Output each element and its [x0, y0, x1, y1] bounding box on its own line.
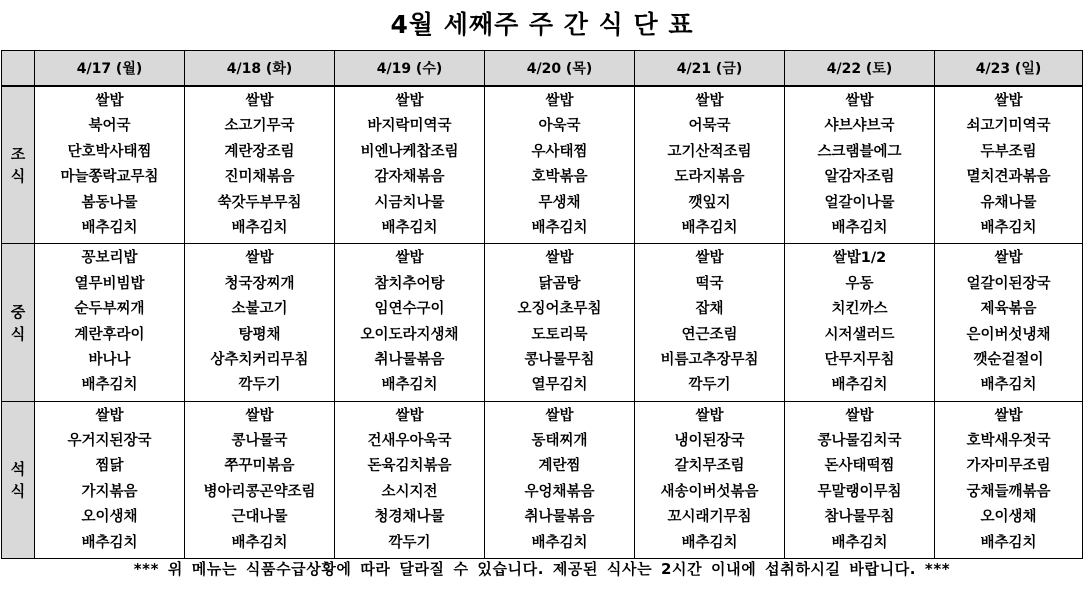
menu-item: 오이생채: [81, 509, 138, 526]
menu-item: 시저샐러드: [824, 326, 895, 343]
meal-label-char: 석: [10, 459, 26, 478]
menu-cell: [485, 86, 635, 244]
menu-list: [185, 244, 334, 400]
menu-list: [785, 87, 934, 243]
menu-item: 배추김치: [831, 219, 888, 236]
menu-item: 호박볶음: [531, 169, 588, 186]
menu-item: 새송이버섯볶음: [660, 483, 759, 500]
menu-list: [635, 244, 784, 400]
menu-item: 마늘쫑락교무침: [60, 169, 159, 186]
day-header: 4/22 (토): [785, 51, 935, 87]
menu-item: 얼갈이된장국: [966, 275, 1051, 292]
menu-item: 호박새우젓국: [966, 433, 1051, 450]
menu-cell: [635, 401, 785, 558]
menu-list: [485, 244, 634, 400]
day-header: 4/23 (일): [935, 51, 1083, 87]
menu-cell: [935, 86, 1083, 244]
menu-cell: [485, 401, 635, 558]
meal-label-char: 식: [10, 324, 26, 343]
menu-item: 돈육김치볶음: [367, 458, 452, 475]
menu-item: 소시지전: [381, 483, 438, 500]
menu-item: 근대나물: [231, 509, 288, 526]
menu-item: 취나물볶음: [524, 509, 595, 526]
menu-item: 쌀밥: [545, 93, 574, 109]
menu-cell: [485, 244, 635, 401]
menu-list: [35, 87, 184, 243]
menu-cell: [335, 86, 485, 244]
menu-item: 배추김치: [81, 219, 138, 236]
menu-list: [335, 87, 484, 243]
menu-list: [635, 87, 784, 243]
menu-item: 깍두기: [388, 534, 431, 551]
menu-item: 치킨까스: [831, 301, 888, 318]
menu-item: 고기산적조림: [667, 143, 752, 160]
menu-item: 배추김치: [831, 377, 888, 394]
menu-list: [785, 402, 934, 558]
menu-item: 갈치무조림: [674, 458, 745, 475]
menu-item: 멸치견과볶음: [966, 169, 1051, 186]
menu-item: 계란찜: [538, 458, 581, 475]
menu-item: 깻잎지: [688, 194, 731, 211]
menu-item: 스크램블에그: [817, 143, 902, 160]
menu-cell: [35, 401, 185, 558]
menu-item: 배추김치: [381, 377, 438, 394]
menu-list: [35, 244, 184, 400]
menu-list: [485, 402, 634, 558]
menu-item: 쌀밥1/2: [832, 250, 887, 267]
menu-item: 오이도라지생채: [360, 326, 459, 343]
menu-item: 탕평채: [238, 326, 281, 343]
menu-list: [35, 402, 184, 558]
menu-item: 쌀밥: [994, 93, 1023, 109]
menu-list: [185, 87, 334, 243]
menu-item: 꽁보리밥: [81, 250, 138, 267]
menu-item: 쌀밥: [395, 407, 424, 424]
menu-item: 떡국: [695, 275, 724, 292]
menu-cell: [185, 401, 335, 558]
menu-cell: [935, 244, 1083, 401]
menu-item: 건새우아욱국: [367, 433, 452, 450]
menu-item: 배추김치: [980, 377, 1037, 394]
menu-item: 우엉채볶음: [524, 483, 595, 500]
menu-item: 쌀밥: [695, 250, 724, 267]
menu-item: 쌀밥: [395, 93, 424, 109]
menu-item: 임연수구이: [374, 301, 445, 318]
menu-item: 우동: [845, 275, 874, 292]
meal-label: [2, 86, 35, 244]
menu-item: 깍두기: [238, 377, 281, 394]
meal-row: [2, 86, 1083, 244]
day-header: 4/18 (화): [185, 51, 335, 87]
menu-item: 배추김치: [531, 219, 588, 236]
menu-item: 소불고기: [231, 301, 288, 318]
menu-item: 상추치커리무침: [210, 351, 309, 368]
menu-list: [335, 244, 484, 400]
menu-item: 참치추어탕: [374, 275, 445, 292]
menu-item: 무말랭이무침: [817, 483, 902, 500]
menu-list: [635, 402, 784, 558]
menu-item: 도토리묵: [531, 326, 588, 343]
menu-item: 쌀밥: [695, 93, 724, 109]
menu-item: 청경채나물: [374, 509, 445, 526]
menu-item: 잡채: [695, 301, 724, 318]
menu-cell: [335, 401, 485, 558]
menu-item: 계란후라이: [74, 326, 145, 343]
meal-row: [2, 244, 1083, 401]
menu-item: 냉이된장국: [674, 433, 745, 450]
menu-item: 쭈꾸미볶음: [224, 458, 295, 475]
menu-item: 동태찌개: [531, 433, 588, 450]
menu-item: 단무지무침: [824, 351, 895, 368]
menu-item: 취나물볶음: [374, 351, 445, 368]
menu-item: 가자미무조림: [966, 458, 1051, 475]
meal-label: [2, 244, 35, 401]
menu-item: 감자채볶음: [374, 169, 445, 186]
menu-item: 진미채볶음: [224, 169, 295, 186]
menu-item: 계란장조림: [224, 143, 295, 160]
footer-notice: *** 위 메뉴는 식품수급상황에 따라 달라질 수 있습니다. 제공된 식사는 2시간 이내에 섭취하시길 바랍니다. ***: [133, 560, 951, 578]
meal-label: [2, 401, 35, 558]
menu-item: 쌀밥: [994, 407, 1023, 424]
menu-list: [335, 402, 484, 558]
menu-item: 배추김치: [81, 377, 138, 394]
menu-item: 순두부찌개: [74, 301, 145, 318]
menu-item: 배추김치: [381, 219, 438, 236]
menu-item: 쌀밥: [845, 93, 874, 109]
menu-item: 쌀밥: [545, 250, 574, 267]
weekly-menu-table: [1, 50, 1083, 559]
menu-item: 바나나: [88, 351, 131, 368]
menu-item: 바지락미역국: [367, 118, 452, 135]
meal-label-char: 조: [10, 145, 26, 164]
menu-cell: [185, 244, 335, 401]
menu-cell: [635, 86, 785, 244]
corner-cell: [2, 51, 35, 87]
menu-item: 배추김치: [531, 534, 588, 551]
header-row: [2, 51, 1083, 87]
menu-item: 아욱국: [538, 118, 581, 135]
menu-item: 콩나물무침: [524, 351, 595, 368]
menu-list: [485, 87, 634, 243]
menu-item: 쑥갓두부무침: [217, 194, 302, 211]
menu-item: 배추김치: [980, 219, 1037, 236]
menu-item: 무생채: [538, 194, 581, 211]
menu-item: 단호박사태찜: [67, 143, 152, 160]
menu-item: 참나물무침: [824, 509, 895, 526]
meal-label-char: 중: [10, 302, 26, 321]
menu-cell: [785, 86, 935, 244]
menu-cell: [35, 244, 185, 401]
menu-item: 우사태찜: [531, 143, 588, 160]
menu-item: 쌀밥: [245, 250, 274, 267]
menu-item: 두부조림: [980, 143, 1037, 160]
menu-item: 연근조림: [681, 326, 738, 343]
menu-item: 도라지볶음: [674, 169, 745, 186]
menu-item: 배추김치: [231, 219, 288, 236]
menu-item: 열무김치: [531, 377, 588, 394]
day-header: 4/21 (금): [635, 51, 785, 87]
menu-item: 알감자조림: [824, 169, 895, 186]
menu-item: 콩나물국: [231, 433, 288, 450]
menu-cell: [635, 244, 785, 401]
menu-item: 봄동나물: [81, 194, 138, 211]
menu-item: 찜닭: [95, 458, 124, 475]
menu-list: [935, 402, 1082, 558]
menu-cell: [785, 244, 935, 401]
menu-item: 닭곰탕: [538, 275, 581, 292]
day-header: 4/19 (수): [335, 51, 485, 87]
menu-list: [785, 244, 934, 400]
menu-cell: [35, 86, 185, 244]
menu-item: 시금치나물: [374, 194, 445, 211]
menu-item: 유채나물: [980, 194, 1037, 211]
menu-cell: [935, 401, 1083, 558]
meal-label-char: 식: [10, 167, 26, 186]
menu-item: 배추김치: [81, 534, 138, 551]
menu-item: 쌀밥: [245, 93, 274, 109]
menu-item: 쇠고기미역국: [966, 118, 1051, 135]
menu-list: [185, 402, 334, 558]
menu-item: 배추김치: [831, 534, 888, 551]
page-title: 4월 세째주 주 간 식 단 표: [390, 10, 694, 39]
menu-item: 배추김치: [231, 534, 288, 551]
menu-item: 쌀밥: [695, 407, 724, 424]
menu-item: 비름고추장무침: [660, 351, 759, 368]
menu-item: 콩나물김치국: [817, 433, 902, 450]
menu-item: 깻순겉절이: [973, 351, 1044, 368]
menu-item: 배추김치: [681, 219, 738, 236]
menu-item: 쌀밥: [245, 407, 274, 424]
menu-item: 비엔나케찹조림: [360, 143, 459, 160]
menu-item: 쌀밥: [95, 93, 124, 109]
menu-item: 쌀밥: [545, 407, 574, 424]
menu-item: 꼬시래기무침: [667, 509, 752, 526]
menu-cell: [785, 401, 935, 558]
menu-item: 쌀밥: [95, 407, 124, 424]
menu-item: 어묵국: [688, 118, 731, 135]
menu-item: 배추김치: [980, 534, 1037, 551]
menu-item: 돈사태떡찜: [824, 458, 895, 475]
menu-cell: [335, 244, 485, 401]
menu-list: [935, 244, 1082, 400]
menu-item: 제육볶음: [980, 301, 1037, 318]
menu-item: 은이버섯냉채: [966, 326, 1051, 343]
menu-item: 깍두기: [688, 377, 731, 394]
menu-item: 병아리콩곤약조림: [203, 483, 316, 500]
menu-item: 열무비빔밥: [74, 275, 145, 292]
day-header: 4/17 (월): [35, 51, 185, 87]
menu-item: 얼갈이나물: [824, 194, 895, 211]
meal-row: [2, 401, 1083, 558]
meal-label-char: 식: [10, 481, 26, 500]
menu-list: [935, 87, 1082, 243]
menu-item: 소고기무국: [224, 118, 295, 135]
menu-item: 배추김치: [681, 534, 738, 551]
menu-item: 우거지된장국: [67, 433, 152, 450]
menu-item: 쌀밥: [395, 250, 424, 267]
menu-item: 가지볶음: [81, 483, 138, 500]
menu-item: 오징어초무침: [517, 301, 602, 318]
menu-item: 오이생채: [980, 509, 1037, 526]
menu-item: 궁채들깨볶음: [966, 483, 1051, 500]
menu-item: 청국장찌개: [224, 275, 295, 292]
menu-item: 샤브샤브국: [824, 118, 895, 135]
day-header: 4/20 (목): [485, 51, 635, 87]
menu-item: 쌀밥: [994, 250, 1023, 267]
menu-item: 쌀밥: [845, 407, 874, 424]
menu-item: 북어국: [88, 118, 131, 135]
menu-cell: [185, 86, 335, 244]
